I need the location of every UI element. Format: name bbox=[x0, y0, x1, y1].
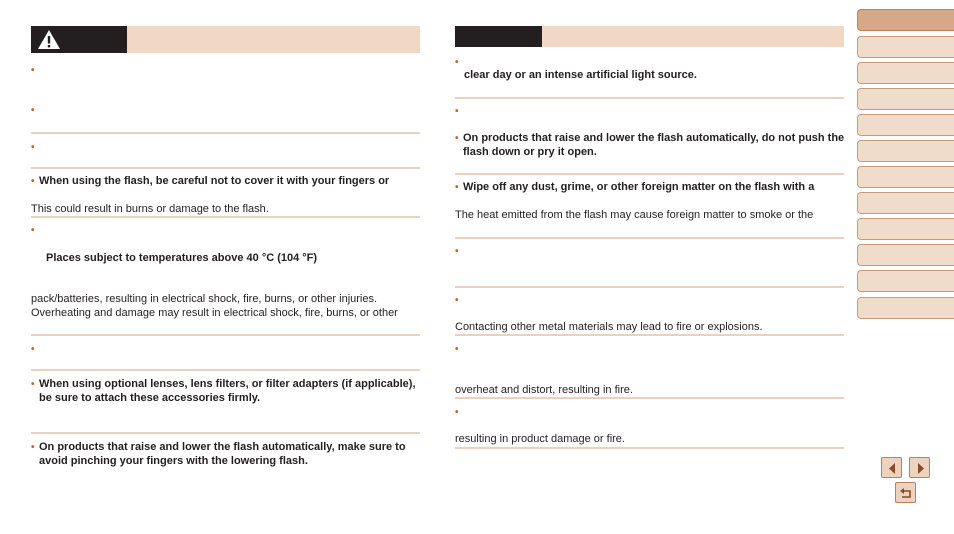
tab-9[interactable] bbox=[857, 218, 954, 240]
list-item bbox=[31, 377, 420, 404]
separator bbox=[31, 216, 420, 218]
return-button[interactable] bbox=[895, 482, 916, 503]
list-item-text: clear day or an intense artificial light source. bbox=[464, 69, 697, 81]
warning-triangle-icon bbox=[37, 29, 61, 50]
bullet: • bbox=[31, 142, 35, 153]
tab-4[interactable] bbox=[857, 88, 954, 110]
warning-header-label bbox=[31, 26, 127, 53]
body-text: resulting in product damage or fire. bbox=[455, 433, 625, 445]
body-text: This could result in burns or damage to the flash. bbox=[31, 203, 269, 215]
separator bbox=[455, 173, 844, 175]
separator bbox=[31, 167, 420, 169]
bullet: • bbox=[455, 106, 459, 117]
separator bbox=[455, 447, 844, 449]
list-item bbox=[31, 103, 35, 118]
list-item bbox=[455, 55, 459, 70]
list-item bbox=[31, 440, 420, 467]
tab-11[interactable] bbox=[857, 270, 954, 292]
bullet: • bbox=[31, 225, 35, 236]
list-item-text: On products that raise and lower the flash automatically, do not push the flash down or pry it open. bbox=[463, 132, 845, 158]
list-item bbox=[455, 244, 459, 259]
body-text: The heat emitted from the flash may cause foreign matter to smoke or the bbox=[455, 209, 814, 221]
list-item-text: On products that raise and lower the flash automatically, make sure to avoid pinching your fingers with the lowering flash. bbox=[39, 441, 406, 467]
bullet: • bbox=[455, 407, 459, 418]
list-item bbox=[31, 63, 35, 78]
list-item bbox=[455, 104, 459, 119]
list-item-text: When using the flash, be careful not to cover it with your fingers or bbox=[39, 175, 390, 187]
tab-7[interactable] bbox=[857, 166, 954, 188]
separator bbox=[455, 397, 844, 399]
tab-3[interactable] bbox=[857, 62, 954, 84]
sub-item-text: Places subject to temperatures above 40 °C (104 °F) bbox=[46, 252, 318, 264]
tab-10[interactable] bbox=[857, 244, 954, 266]
tab-2[interactable] bbox=[857, 36, 954, 58]
tab-12[interactable] bbox=[857, 297, 954, 319]
list-item bbox=[455, 342, 459, 357]
tab-1[interactable] bbox=[857, 9, 954, 31]
list-item-text: Wipe off any dust, grime, or other foreign matter on the flash with a bbox=[463, 181, 815, 193]
body-text: Contacting other metal materials may lead to fire or explosions. bbox=[455, 321, 763, 333]
body-text: overheat and distort, resulting in fire. bbox=[455, 384, 633, 396]
separator bbox=[31, 334, 420, 336]
return-icon bbox=[896, 483, 917, 504]
bullet: • bbox=[455, 182, 459, 193]
arrow-right-icon bbox=[910, 458, 931, 479]
bullet: • bbox=[455, 295, 459, 306]
list-item bbox=[31, 174, 420, 189]
body-text: pack/batteries, resulting in electrical shock, fire, burns, or other injuries. bbox=[31, 293, 378, 305]
caution-header bbox=[455, 26, 844, 47]
bullet: • bbox=[455, 344, 459, 355]
caution-header-label bbox=[455, 26, 542, 47]
bullet: • bbox=[455, 133, 459, 144]
list-item bbox=[31, 223, 35, 238]
bullet: • bbox=[31, 65, 35, 76]
bullet: • bbox=[31, 176, 35, 187]
bullet: • bbox=[455, 57, 459, 68]
list-item bbox=[31, 140, 35, 155]
list-item bbox=[455, 180, 844, 195]
arrow-left-icon bbox=[882, 458, 903, 479]
warning-header bbox=[31, 26, 420, 53]
tab-5[interactable] bbox=[857, 114, 954, 136]
prev-page-button[interactable] bbox=[881, 457, 902, 478]
separator bbox=[31, 369, 420, 371]
list-item bbox=[455, 293, 459, 308]
right-column bbox=[455, 26, 845, 445]
separator bbox=[31, 432, 420, 434]
bullet: • bbox=[31, 344, 35, 355]
bullet: • bbox=[31, 442, 35, 453]
tab-6[interactable] bbox=[857, 140, 954, 162]
separator bbox=[31, 132, 420, 134]
separator bbox=[455, 237, 844, 239]
list-item bbox=[455, 131, 845, 158]
bullet: • bbox=[31, 105, 35, 116]
list-item-text: When using optional lenses, lens filters, or filter adapters (if applicable), be sure to attach these accessories firmly. bbox=[39, 378, 416, 404]
separator bbox=[455, 97, 844, 99]
next-page-button[interactable] bbox=[909, 457, 930, 478]
separator bbox=[455, 286, 844, 288]
bullet: • bbox=[31, 379, 35, 390]
left-column bbox=[31, 26, 420, 467]
bullet: • bbox=[455, 246, 459, 257]
list-item bbox=[455, 405, 459, 420]
list-item bbox=[31, 342, 35, 357]
separator bbox=[455, 334, 844, 336]
tab-8[interactable] bbox=[857, 192, 954, 214]
body-text: Overheating and damage may result in electrical shock, fire, burns, or other bbox=[31, 307, 398, 319]
